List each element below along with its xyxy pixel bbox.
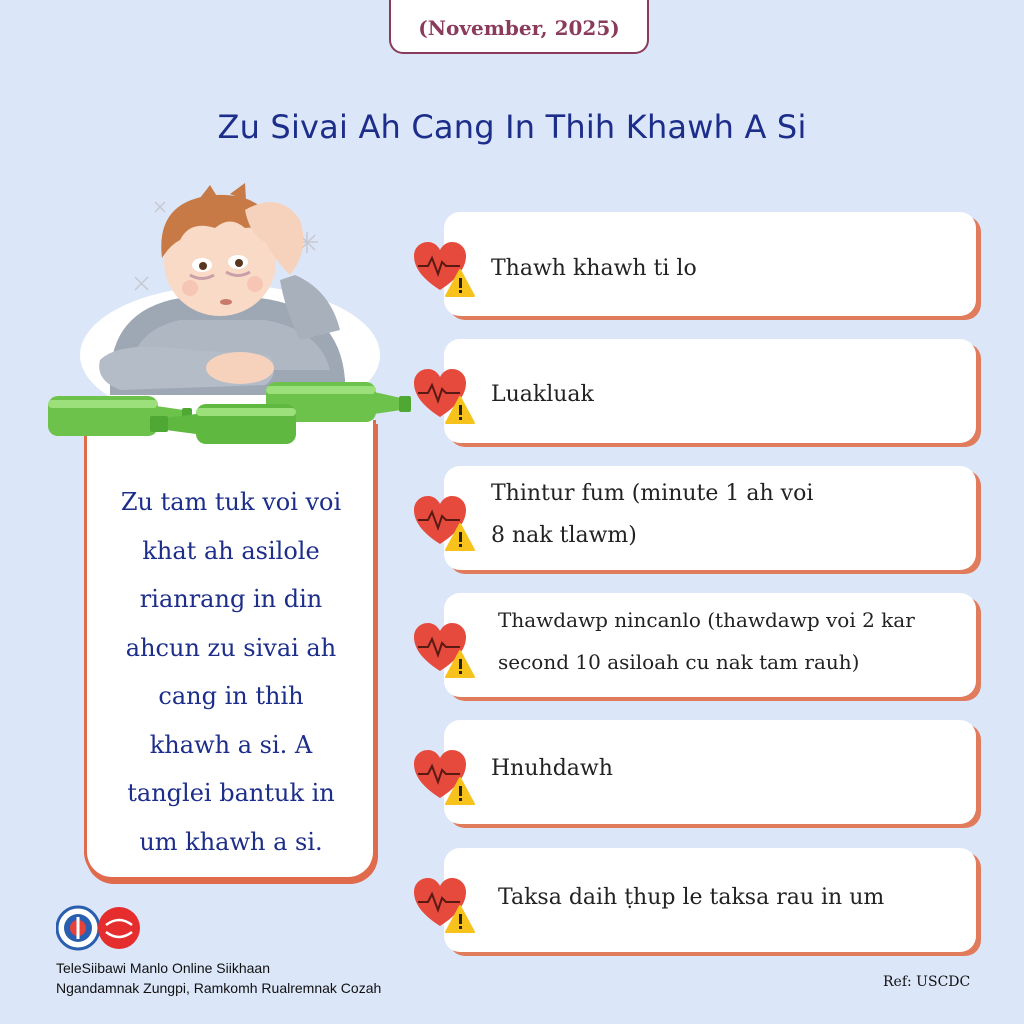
page-title: Zu Sivai Ah Cang In Thih Khawh A Si — [217, 108, 807, 146]
info-text — [100, 478, 362, 866]
symptom-text: Thawh khawh ti lo — [491, 256, 697, 281]
heart-warning-icon — [412, 240, 476, 302]
heart-warning-icon — [412, 621, 476, 683]
info-line: khat ah asilole — [142, 536, 320, 565]
symptom-text: Thawdawp nincanlo (thawdawp voi 2 kar second 10 asiloah cu nak tam rauh) — [498, 608, 915, 674]
info-line: Zu tam tuk voi voi — [120, 488, 342, 516]
org-name: TeleSiibawi Manlo Online Siikhaan — [56, 960, 271, 976]
info-line: um khawh a si. — [139, 827, 323, 856]
info-line: cang in thih — [158, 682, 304, 710]
symptom-text: Taksa daih ṭhup le taksa rau in um — [498, 885, 885, 910]
info-line: ahcun zu sivai ah — [125, 633, 337, 662]
date-tab — [389, 0, 649, 54]
info-line: khawh a si. A — [149, 730, 313, 759]
symptom-text: Hnuhdawh — [491, 756, 613, 781]
info-line: rianrang in din — [139, 585, 323, 613]
heart-warning-icon — [412, 367, 476, 429]
symptom-text: Thintur fum (minute 1 ah voi 8 nak tlawm) — [491, 481, 814, 548]
ministry-logo-icon — [56, 905, 146, 951]
reference: Ref: USCDC — [883, 974, 971, 990]
org-subtitle: Ngandamnak Zungpi, Ramkomh Rualremnak Cozah — [56, 980, 382, 996]
heart-warning-icon — [412, 494, 476, 556]
info-line: tanglei bantuk in — [127, 779, 335, 807]
date-label: (November, 2025) — [418, 16, 620, 40]
heart-warning-icon — [412, 876, 476, 938]
heart-warning-icon — [412, 748, 476, 810]
bottle-icon — [46, 378, 416, 450]
symptom-text: Luakluak — [491, 382, 594, 407]
